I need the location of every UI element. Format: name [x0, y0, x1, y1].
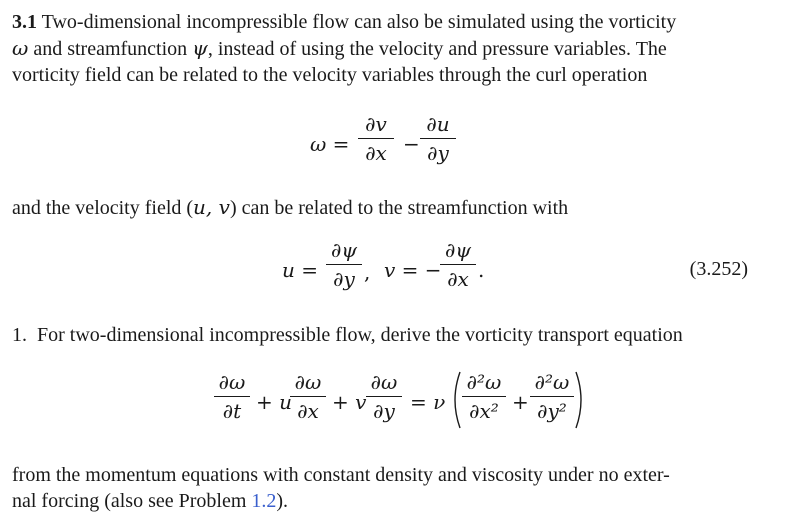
- fraction-dpsi-dy: ∂ψ ∂y: [326, 238, 362, 291]
- item-1-text: For two-dimensional incompressible flow, derive the vorticity transport equation: [37, 324, 683, 346]
- problem-intro: [12, 9, 792, 88]
- minus-sign: −: [403, 132, 420, 156]
- omega-symbol: ω: [12, 36, 29, 60]
- vorticity-lhs: ω =: [310, 132, 350, 156]
- period: .: [478, 258, 485, 282]
- intro-line-3: vorticity field can be related to the velocity variables through the curl operation: [12, 64, 648, 86]
- final-paragraph: [12, 462, 792, 514]
- comma: ,: [364, 260, 371, 284]
- fraction-dv-dx: ∂v ∂x: [358, 112, 394, 165]
- fraction-d2omega-dy2: ∂²ω ∂y²: [530, 370, 574, 423]
- fraction-domega-dx: ∂ω ∂x: [290, 370, 326, 423]
- intro-line-1: 3.1 Two-dimensional incompressible flow can also be simulated using the vorticity: [12, 11, 677, 33]
- fraction-dpsi-dx: ∂ψ ∂x: [440, 238, 476, 291]
- plus-sign: +: [512, 390, 529, 414]
- u-lhs: u =: [282, 258, 318, 282]
- equation-vorticity: [0, 112, 800, 172]
- final-line-2: nal forcing (also see Problem 1.2).: [12, 490, 289, 512]
- velocity-vars: u, v: [193, 195, 230, 219]
- equation-transport: [0, 370, 800, 434]
- problem-number: 3.1: [12, 11, 37, 33]
- psi-symbol: ψ: [192, 36, 208, 60]
- fraction-d2omega-dx2: ∂²ω ∂x²: [462, 370, 506, 423]
- item-1: [12, 322, 792, 348]
- item-1-label: 1.: [12, 324, 27, 346]
- final-line-1: from the momentum equations with constant density and viscosity under no exter-: [12, 464, 670, 486]
- v-lhs: v = −: [384, 258, 442, 282]
- right-paren: [574, 370, 588, 430]
- left-paren: [448, 370, 462, 430]
- problem-link[interactable]: 1.2: [251, 490, 277, 512]
- fraction-domega-dy: ∂ω ∂y: [366, 370, 402, 423]
- plus-v: + v: [332, 390, 367, 414]
- equation-number: (3.252): [689, 258, 748, 280]
- fraction-du-dy: ∂u ∂y: [420, 112, 456, 165]
- equals-nu: = ν: [410, 390, 446, 414]
- plus-u: + u: [256, 390, 292, 414]
- equation-streamfunction: [0, 238, 800, 298]
- intro-line-2: ω and streamfunction ψ, instead of using the velocity and pressure variables. The: [12, 36, 667, 60]
- fraction-domega-dt: ∂ω ∂t: [214, 370, 250, 423]
- velocity-paragraph: and the velocity field (u, v) can be related to the streamfunction with: [12, 195, 569, 219]
